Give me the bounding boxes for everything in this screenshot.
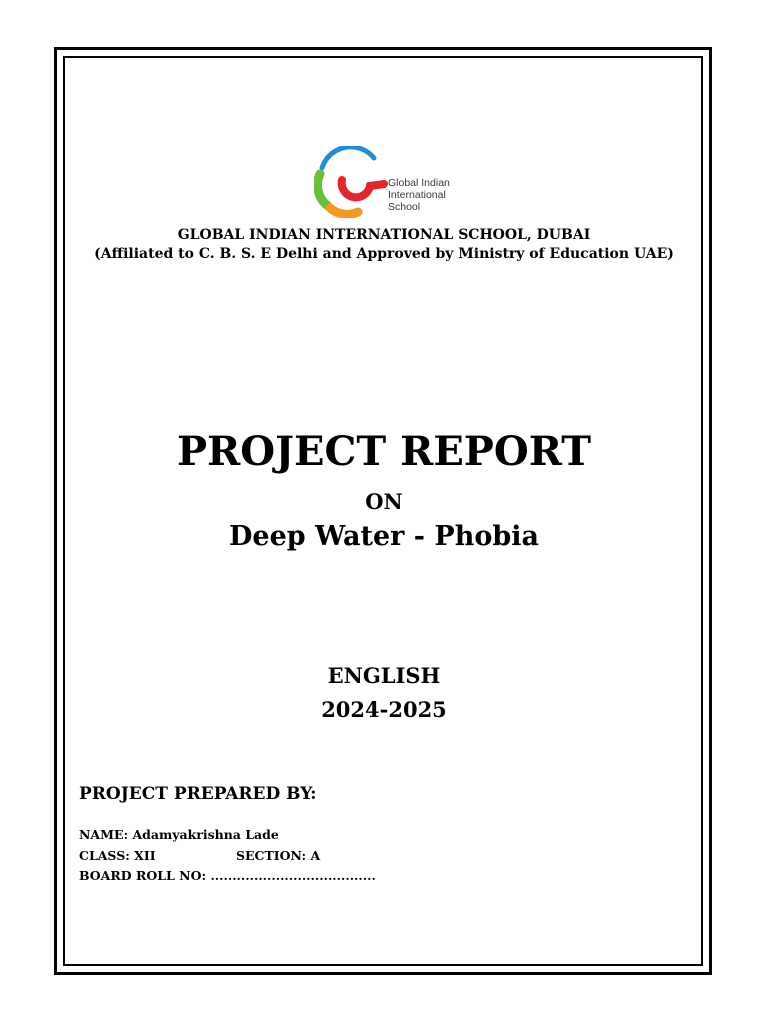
report-subject: ENGLISH (327, 663, 441, 688)
student-name: NAME: Adamyakrishna Lade (79, 827, 279, 842)
report-on: ON (365, 489, 403, 514)
logo-swirl-red (342, 180, 384, 197)
prepared-by-heading: PROJECT PREPARED BY: (79, 784, 317, 804)
logo-swirl-icon (317, 147, 384, 215)
school-logo (314, 146, 464, 218)
logo-swirl-orange (330, 208, 358, 214)
report-year: 2024-2025 (321, 697, 447, 722)
class-line (79, 848, 321, 863)
student-class: CLASS: XII (79, 848, 156, 863)
logo-text-line-2: International (388, 189, 446, 201)
logo-swirl-blue (322, 147, 374, 168)
logo-text-line-1: Global Indian (388, 177, 450, 189)
student-section: SECTION: A (236, 848, 321, 863)
board-roll-no: BOARD ROLL NO: ...................................... (79, 868, 376, 883)
report-title: PROJECT REPORT (176, 428, 592, 475)
school-name: GLOBAL INDIAN INTERNATIONAL SCHOOL, DUBAI (177, 227, 591, 243)
report-topic: Deep Water - Phobia (229, 521, 539, 552)
affiliation-text: (Affiliated to C. B. S. E Delhi and Approved by Ministry of Education UAE) (94, 246, 674, 262)
logo-text-line-3: School (388, 201, 421, 213)
logo-swirl-green (317, 174, 328, 206)
